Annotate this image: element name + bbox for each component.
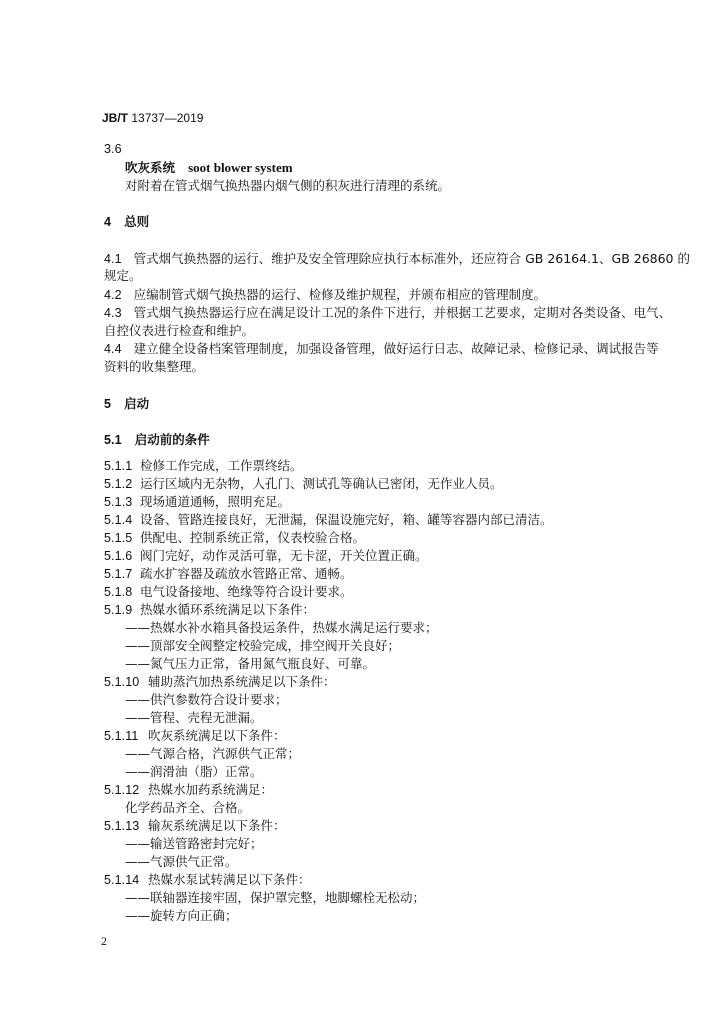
clause-4-1: 4.1 管式烟气换热器的运行、维护及安全管理除应执行本标准外，还应符合 GB 26164.1、GB 26860 的 xyxy=(104,251,690,266)
clause-5-1-9: 5.1.9 热媒水循环系统满足以下条件： xyxy=(104,602,316,617)
clause-5-1-12: 5.1.12 热媒水加药系统满足： xyxy=(104,782,274,797)
clause-5-1-13: 5.1.13 输灰系统满足以下条件： xyxy=(104,818,286,833)
clause-4-4: 4.4 建立健全设备档案管理制度，加强设备管理，做好运行日志、故障记录、检修记录、调试报告等 xyxy=(104,341,659,356)
clause-5-1-4: 5.1.4 设备、管路连接良好，无泄漏，保温设施完好，箱、罐等容器内部已清洁。 xyxy=(104,512,553,527)
clause-5-1-7: 5.1.7 疏水扩容器及疏放水管路正常、通畅。 xyxy=(104,566,353,581)
list-item: 化学药品齐全、合格。 xyxy=(125,800,251,815)
clause-5-1-11: 5.1.11 吹灰系统满足以下条件： xyxy=(104,728,286,743)
clause-5-1-14: 5.1.14 热媒水泵试转满足以下条件： xyxy=(104,872,311,887)
list-item: ——供汽参数符合设计要求； xyxy=(125,692,288,707)
clause-5-1-2: 5.1.2 运行区域内无杂物，人孔门、测试孔等确认已密闭，无作业人员。 xyxy=(104,476,503,491)
list-item: ——氮气压力正常，备用氮气瓶良好、可靠。 xyxy=(125,656,376,671)
clause-4-2: 4.2 应编制管式烟气换热器的运行、检修及维护规程，并颁布相应的管理制度。 xyxy=(104,287,547,302)
section-5-heading: 5 启动 xyxy=(104,396,150,411)
term-3-6-definition: 对附着在管式烟气换热器内烟气侧的积灰进行清理的系统。 xyxy=(125,178,451,193)
clause-4-3-cont: 自控仪表进行检查和维护。 xyxy=(104,323,255,338)
section-4-heading: 4 总则 xyxy=(104,214,150,229)
list-item: ——顶部安全阀整定校验完成，排空阀开关良好； xyxy=(125,638,401,653)
clause-4-1-cont: 规定。 xyxy=(104,268,142,283)
list-item: ——输送管路密封完好； xyxy=(125,836,263,851)
page-number: 2 xyxy=(101,934,107,948)
list-item: ——管程、壳程无泄漏。 xyxy=(125,710,263,725)
standard-code-header: JB/T 13737—2019 xyxy=(102,111,204,125)
list-item: ——热媒水补水箱具备投运条件，热媒水满足运行要求； xyxy=(125,620,438,635)
clause-4-3: 4.3 管式烟气换热器运行应在满足设计工况的条件下进行，并根据工艺要求，定期对各类设备、电气、 xyxy=(104,305,672,320)
clause-5-1-3: 5.1.3 现场通道通畅，照明充足。 xyxy=(104,494,291,509)
clause-5-1-8: 5.1.8 电气设备接地、绝缘等符合设计要求。 xyxy=(104,584,353,599)
clause-3-6-number: 3.6 xyxy=(104,142,122,156)
list-item: ——润滑油（脂）正常。 xyxy=(125,764,263,779)
list-item: ——联轴器连接牢固，保护罩完整，地脚螺栓无松动； xyxy=(125,890,426,905)
list-item: ——气源合格，汽源供气正常； xyxy=(125,746,301,761)
subsection-5-1-heading: 5.1 启动前的条件 xyxy=(104,432,210,447)
list-item: ——气源供气正常。 xyxy=(125,854,238,869)
list-item: ——旋转方向正确； xyxy=(125,908,238,923)
clause-5-1-5: 5.1.5 供配电、控制系统正常，仪表校验合格。 xyxy=(104,530,366,545)
term-3-6: 吹灰系统 soot blower system xyxy=(125,160,293,175)
clause-5-1-1: 5.1.1 检修工作完成，工作票终结。 xyxy=(104,458,303,473)
clause-5-1-10: 5.1.10 辅助蒸汽加热系统满足以下条件： xyxy=(104,674,336,689)
clause-4-4-cont: 资料的收集整理。 xyxy=(104,359,205,374)
clause-5-1-6: 5.1.6 阀门完好，动作灵活可靠，无卡涩，开关位置正确。 xyxy=(104,548,428,563)
